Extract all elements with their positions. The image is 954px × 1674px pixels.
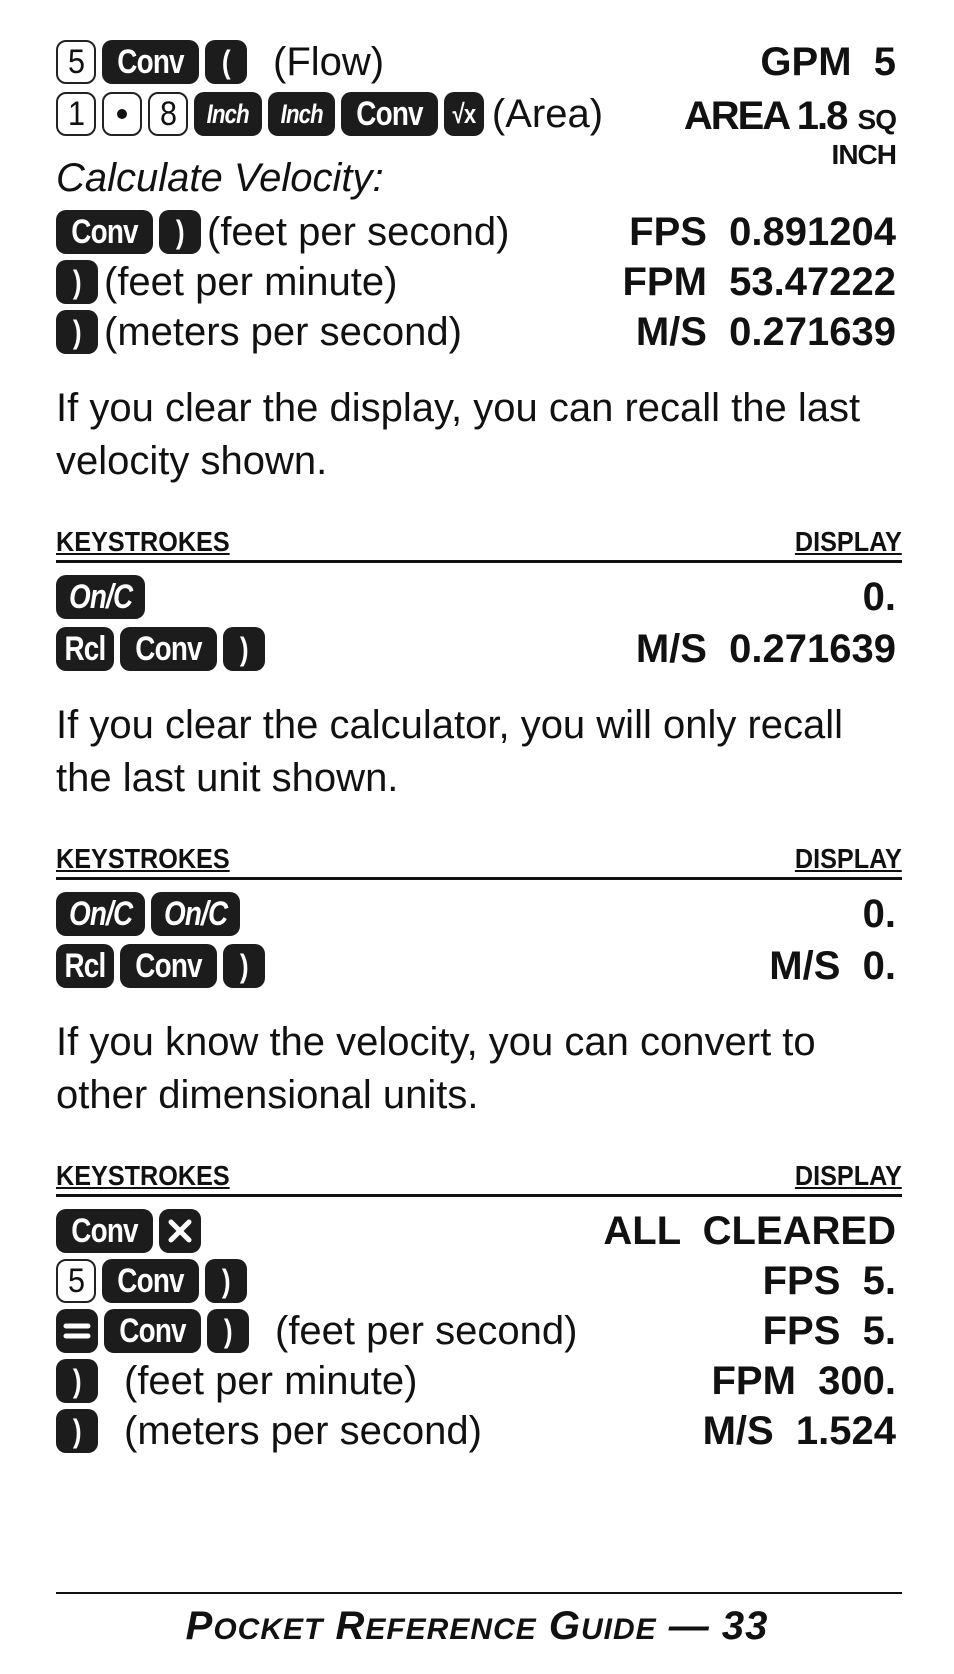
key-conv[interactable]: Conv [102,1259,199,1303]
key-conv[interactable]: Conv [104,1309,201,1353]
key-close-paren[interactable]: ) [56,1409,98,1453]
section2-header [56,843,902,880]
section3-row-2-display: FPS 5. [762,1259,896,1303]
fps-display: FPS 0.891204 [629,210,896,254]
key-on-c[interactable]: On/C [56,575,145,619]
key-close-paren[interactable]: ) [207,1309,249,1353]
section1-header [56,526,902,563]
section1-row-2-display: M/S 0.271639 [635,627,896,671]
section3-row-5-display: M/S 1.524 [702,1409,896,1453]
fps-row [56,208,902,256]
key-conv[interactable]: Conv [120,627,217,671]
key-conv[interactable]: Conv [56,210,153,254]
key-conv[interactable]: Conv [102,40,199,84]
key-close-paren[interactable]: ) [56,1359,98,1403]
display-header: DISPLAY [795,526,902,557]
ms-desc: (meters per second) [104,310,462,354]
section3-row-3 [56,1307,902,1355]
keystrokes-header: KEYSTROKES [56,526,230,557]
section2-row-1-display: 0. [862,892,896,936]
section3-header [56,1160,902,1197]
key-conv[interactable]: Conv [56,1209,153,1253]
key-close-paren[interactable]: ) [223,627,265,671]
section3-row-3-desc: (feet per second) [275,1309,578,1353]
section3-row-3-display: FPS 5. [762,1309,896,1353]
fpm-row [56,258,902,306]
key-conv[interactable]: Conv [341,92,438,136]
key-sqrt[interactable]: √x [444,92,484,136]
display-header: DISPLAY [795,1160,902,1191]
page-footer: POCKET REFERENCE GUIDE — 33 [185,1604,769,1648]
key-multiply[interactable] [159,1209,201,1253]
flow-desc: (Flow) [273,40,385,84]
ms-display: M/S 0.271639 [635,310,896,354]
key-5[interactable]: 5 [56,40,96,84]
key-close-paren[interactable]: ) [56,310,98,354]
section3-row-1 [56,1207,902,1255]
key-decimal[interactable] [102,92,142,136]
key-close-paren[interactable]: ) [159,210,201,254]
key-1[interactable]: 1 [56,92,96,136]
page-content [56,38,902,1455]
fps-desc: (feet per second) [207,210,510,254]
footer-rule [56,1592,902,1594]
section2-row-2 [56,942,902,990]
section3-row-1-display: ALL CLEARED [603,1209,896,1253]
key-conv[interactable]: Conv [120,944,217,988]
section3-row-2 [56,1257,902,1305]
section1-row-1 [56,573,902,621]
key-rcl[interactable]: Rcl [56,627,114,671]
key-on-c[interactable]: On/C [56,892,145,936]
section3-row-4-desc: (feet per minute) [124,1359,418,1403]
fpm-display: FPM 53.47222 [622,260,896,304]
fpm-desc: (feet per minute) [104,260,398,304]
section3-row-4-display: FPM 300. [711,1359,896,1403]
keystrokes-header: KEYSTROKES [56,1160,230,1191]
area-display: AREA 1.8 SQ INCH [683,94,896,170]
key-equals[interactable] [56,1309,98,1353]
key-inch-2[interactable]: Inch [268,92,336,136]
section3-row-4 [56,1357,902,1405]
page-number: — 33 [668,1604,769,1648]
flow-display: GPM 5 [760,40,896,84]
area-desc: (Area) [491,92,604,136]
key-rcl[interactable]: Rcl [56,944,114,988]
key-8[interactable]: 8 [148,92,188,136]
equals-icon [63,1319,91,1343]
section1-row-2 [56,625,902,673]
key-on-c-2[interactable]: On/C [151,892,240,936]
key-close-paren[interactable]: ) [56,260,98,304]
section1-row-1-display: 0. [862,575,896,619]
section2-row-1 [56,890,902,938]
key-5[interactable]: 5 [56,1259,96,1303]
section3-row-5 [56,1407,902,1455]
ms-row [56,308,902,356]
section2-paragraph: If you clear the calculator, you will only recall the last unit shown. [56,703,844,800]
section2-row-2-display: M/S 0. [769,944,896,988]
section3-row-5-desc: (meters per second) [124,1409,482,1453]
flow-row [56,38,902,86]
section3-paragraph: If you know the velocity, you can convert to other dimensional units. [56,1020,816,1117]
calc-velocity-label: Calculate Velocity: [56,156,384,200]
area-row [56,92,902,170]
display-header: DISPLAY [795,843,902,874]
keystrokes-header: KEYSTROKES [56,843,230,874]
multiply-icon [166,1217,194,1245]
key-open-paren[interactable]: ( [205,40,247,84]
key-inch[interactable]: Inch [194,92,262,136]
key-close-paren[interactable]: ) [223,944,265,988]
key-close-paren[interactable]: ) [205,1259,247,1303]
section1-paragraph: If you clear the display, you can recall the last velocity shown. [56,386,861,483]
